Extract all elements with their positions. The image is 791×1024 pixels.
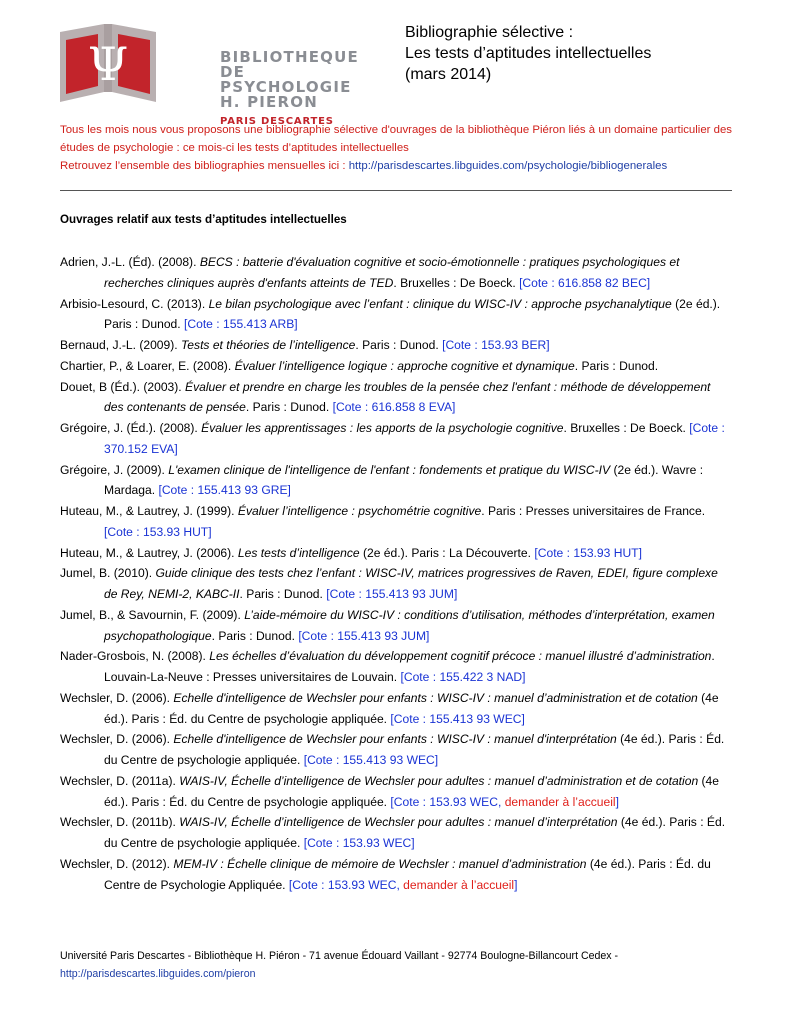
reference-title: MEM-IV : Échelle clinique de mémoire de Wechsler : manuel d’administration bbox=[173, 856, 587, 871]
reference-title: Guide clinique des tests chez l’enfant : WISC-IV, matrices progressives de Raven, EDEI, figure complexe de Rey, NEMI-2, KABC-II bbox=[104, 566, 718, 601]
document-title bbox=[405, 22, 651, 85]
reference-call-number: [Cote : 153.93 WEC] bbox=[303, 836, 415, 850]
reference-item bbox=[60, 460, 732, 502]
reference-item bbox=[60, 335, 732, 356]
reference-publisher: . Louvain-La-Neuve : Presses universitaires de Louvain. bbox=[104, 649, 715, 684]
reference-title: Évaluer et prendre en charge les troubles de la pensée chez l'enfant : méthode de développement des contenants de pensée bbox=[104, 379, 711, 415]
reference-item bbox=[60, 252, 732, 294]
reference-publisher: (2e éd.). Wavre : Mardaga. bbox=[104, 462, 704, 498]
reference-title: L’aide-mémoire du WISC-IV : conditions d’utilisation, méthodes d’interprétation, examen psychopathologique bbox=[104, 607, 715, 643]
reference-item bbox=[60, 771, 732, 813]
reference-title: WAIS-IV, Échelle d’intelligence de Wechsler pour adultes : manuel d’interprétation bbox=[179, 815, 618, 830]
reference-author: Douet, B (Éd.). (2003). bbox=[60, 379, 186, 394]
reference-publisher: . Bruxelles : De Boeck. bbox=[393, 275, 520, 290]
title-line-2: Les tests d’aptitudes intellectuelles bbox=[405, 45, 652, 62]
reference-author: Wechsler, D. (2012). bbox=[60, 856, 174, 871]
reference-item bbox=[60, 543, 732, 564]
reference-notice: demander à l’accueil bbox=[403, 877, 515, 892]
logo-line-3: PARIS DESCARTES bbox=[220, 116, 334, 127]
reference-author: Chartier, P., & Loarer, E. (2008). bbox=[60, 358, 235, 373]
reference-call-number: [Cote : 616.858 8 EVA] bbox=[332, 400, 456, 415]
reference-publisher: . Paris : Dunod. bbox=[211, 628, 299, 643]
reference-author: Adrien, J.-L. (Éd). (2008). bbox=[60, 255, 200, 269]
reference-author: Huteau, M., & Lautrey, J. (1999). bbox=[60, 504, 238, 518]
reference-publisher: . Paris : Dunod. bbox=[239, 587, 327, 601]
reference-item bbox=[60, 356, 732, 377]
reference-author: Jumel, B. (2010). bbox=[60, 566, 156, 581]
reference-item bbox=[60, 294, 732, 336]
intro-link-line bbox=[60, 157, 732, 175]
reference-publisher: (4e éd.). Paris : Éd. du Centre de psychologie appliquée. bbox=[104, 773, 720, 809]
reference-author: Wechsler, D. (2006). bbox=[60, 690, 174, 705]
reference-title: L'examen clinique de l'intelligence de l'enfant : fondements et pratique du WISC-IV bbox=[168, 462, 611, 477]
footer bbox=[60, 947, 750, 983]
reference-publisher: (4e éd.). Paris : Éd. du Centre de psychologie appliquée. bbox=[104, 732, 725, 767]
reference-item bbox=[60, 418, 732, 460]
reference-author: Jumel, B., & Savournin, F. (2009). bbox=[60, 607, 245, 622]
logo-line-1: BIBLIOTHEQUE DE bbox=[220, 48, 359, 81]
footer-address: Université Paris Descartes - Bibliothèque H. Piéron - 71 avenue Édouard Vaillant - 92774 Boulogne-Billancourt Cedex - bbox=[60, 950, 619, 962]
reference-item bbox=[60, 605, 732, 647]
reference-publisher: (2e éd.). Paris : Dunod. bbox=[104, 296, 721, 332]
reference-item bbox=[60, 501, 732, 543]
reference-call-number: [Cote : 155.422 3 NAD] bbox=[400, 670, 526, 684]
reference-title: Tests et théories de l’intelligence bbox=[181, 338, 356, 352]
reference-title: WAIS-IV, Échelle d’intelligence de Wechsler pour adultes : manuel d’administration et de cotation bbox=[179, 773, 699, 788]
logo-line-2: PSYCHOLOGIE H. PIERON bbox=[220, 78, 352, 111]
reference-publisher: . Paris : Dunod. bbox=[574, 358, 659, 373]
reference-title: Le bilan psychologique avec l’enfant : clinique du WISC-IV : approche psychanalytique bbox=[208, 296, 672, 311]
svg-text:Ψ: Ψ bbox=[87, 37, 129, 91]
reference-call-number: [Cote : 153.93 HUT] bbox=[104, 524, 212, 539]
reference-publisher: (4e éd.). Paris : Éd. du Centre de Psychologie Appliquée. bbox=[104, 856, 711, 892]
reference-item bbox=[60, 563, 732, 605]
reference-title: BECS : batterie d'évaluation cognitive et socio-émotionnelle : pratiques psychologiques et recherches cliniques auprès d'enfants atteints de TED bbox=[104, 255, 680, 290]
footer-link[interactable]: http://parisdescartes.libguides.com/pieron bbox=[60, 968, 256, 980]
reference-title: Évaluer les apprentissages : les apports de la psychologie cognitive bbox=[201, 421, 564, 435]
reference-title: Echelle d'intelligence de Wechsler pour enfants : WISC-IV : manuel d'interprétation bbox=[173, 732, 617, 747]
library-logo bbox=[56, 20, 359, 127]
reference-title: Echelle d'intelligence de Wechsler pour enfants : WISC-IV : manuel d’administration et de cotation bbox=[173, 690, 698, 705]
reference-author: Bernaud, J.-L. (2009). bbox=[60, 338, 182, 352]
reference-notice: demander à l’accueil bbox=[504, 794, 616, 809]
reference-call-number: [Cote : 155.413 93 JUM] bbox=[298, 628, 430, 643]
reference-call-number: [Cote : 153.93 HUT] bbox=[534, 545, 642, 560]
reference-title: Les échelles d’évaluation du développement cognitif précoce : manuel illustré d’administration bbox=[209, 649, 712, 664]
reference-call-number: [Cote : 153.93 BER] bbox=[442, 338, 550, 352]
reference-title: Les tests d’intelligence bbox=[237, 545, 360, 560]
reference-call-number: [Cote : 155.413 93 WEC] bbox=[390, 711, 525, 726]
reference-item bbox=[60, 646, 732, 688]
reference-call-number: [Cote : 155.413 93 WEC] bbox=[303, 753, 439, 767]
reference-title: Évaluer l’intelligence : psychométrie cognitive bbox=[237, 504, 482, 518]
reference-publisher: . Paris : Presses universitaires de France. bbox=[481, 504, 706, 518]
divider bbox=[60, 190, 732, 191]
reference-publisher: . Paris : Dunod. bbox=[355, 338, 443, 352]
reference-call-number: [Cote : 153.93 WEC, bbox=[288, 877, 404, 892]
reference-publisher: . Bruxelles : De Boeck. bbox=[563, 421, 690, 435]
section-title: Ouvrages relatif aux tests d’aptitudes intellectuelles bbox=[60, 213, 347, 226]
reference-publisher: (2e éd.). Paris : La Découverte. bbox=[359, 545, 535, 560]
reference-author: Huteau, M., & Lautrey, J. (2006). bbox=[60, 545, 238, 560]
bibliographies-link[interactable]: http://parisdescartes.libguides.com/psychologie/bibliogenerales bbox=[348, 160, 668, 172]
reference-publisher: . Paris : Dunod. bbox=[245, 400, 333, 415]
reference-publisher: (4e éd.). Paris : Éd. du Centre de psychologie appliquée. bbox=[104, 690, 719, 726]
reference-call-number: [Cote : 370.152 EVA] bbox=[104, 421, 725, 456]
reference-author: Wechsler, D. (2011a). bbox=[60, 773, 180, 788]
reference-item bbox=[60, 688, 732, 730]
reference-call-number: [Cote : 153.93 WEC, bbox=[390, 794, 505, 809]
reference-call-number-end: ] bbox=[514, 877, 518, 892]
reference-call-number: [Cote : 155.413 93 GRE] bbox=[158, 483, 291, 498]
reference-publisher: (4e éd.). Paris : Éd. du Centre de psychologie appliquée. bbox=[104, 815, 726, 850]
reference-call-number: [Cote : 155.413 93 JUM] bbox=[326, 587, 458, 601]
reference-title: Évaluer l’intelligence logique : approche cognitive et dynamique bbox=[234, 358, 575, 373]
title-line-3: (mars 2014) bbox=[405, 66, 492, 83]
reference-call-number-end: ] bbox=[615, 794, 619, 809]
reference-author: Grégoire, J. (2009). bbox=[60, 462, 169, 477]
title-line-1: Bibliographie sélective : bbox=[405, 24, 574, 41]
reference-item bbox=[60, 377, 732, 419]
reference-author: Wechsler, D. (2011b). bbox=[60, 815, 180, 830]
reference-call-number: [Cote : 616.858 82 BEC] bbox=[519, 275, 651, 290]
reference-author: Arbisio-Lesourd, C. (2013). bbox=[60, 296, 209, 311]
intro-paragraph: Tous les mois nous vous proposons une bibliographie sélective d'ouvrages de la bibliothèque Piéron liés à un domaine particulier des études de psychologie : ce mois-ci les tests d’aptitudes intellectuelles bbox=[60, 124, 732, 154]
reference-item bbox=[60, 854, 732, 896]
reference-author: Nader-Grosbois, N. (2008). bbox=[60, 649, 210, 664]
intro-link-prefix: Retrouvez l’ensemble des bibliographies mensuelles ici : bbox=[60, 160, 349, 172]
reference-author: Grégoire, J. (Éd.). (2008). bbox=[60, 421, 202, 435]
reference-author: Wechsler, D. (2006). bbox=[60, 732, 174, 747]
book-psi-logo-icon bbox=[56, 20, 160, 106]
reference-list bbox=[60, 252, 732, 895]
reference-item bbox=[60, 812, 732, 854]
reference-call-number: [Cote : 155.413 ARB] bbox=[184, 317, 298, 332]
intro-text bbox=[60, 121, 732, 175]
reference-item bbox=[60, 729, 732, 771]
